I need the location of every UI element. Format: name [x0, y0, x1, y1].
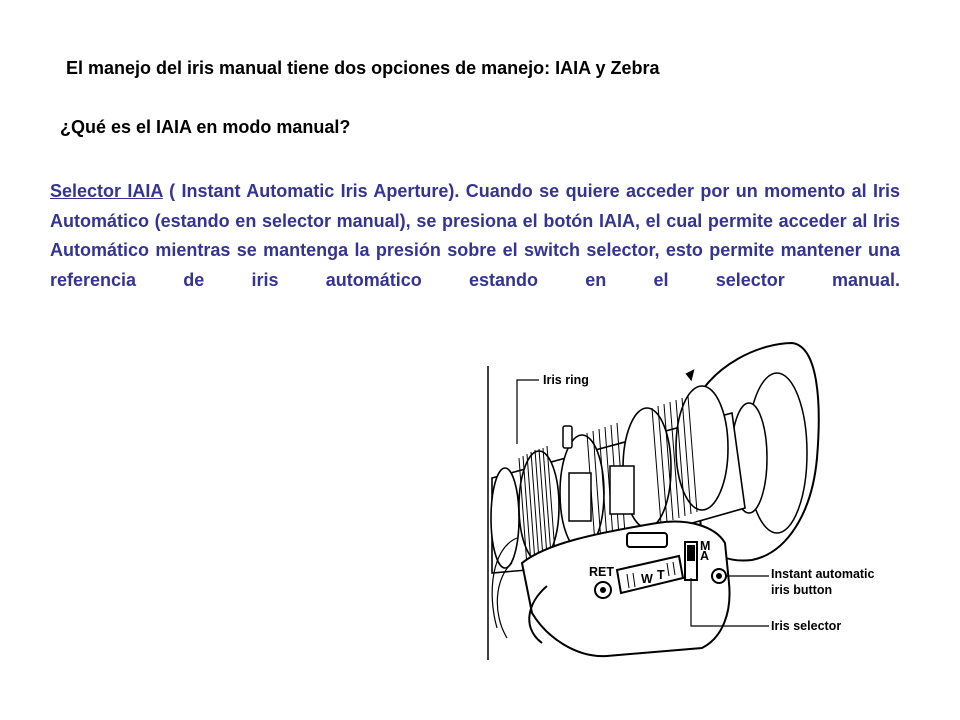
- section-question: ¿Qué es el IAIA en modo manual?: [60, 117, 351, 137]
- selector-iaia-term: Selector IAIA: [50, 181, 163, 201]
- ret-label: RET: [589, 565, 614, 579]
- description-paragraph: [50, 177, 900, 295]
- iaia-button-label-2: iris button: [771, 583, 833, 597]
- iaia-button-label: Instant automatic: [771, 567, 875, 581]
- zoom-w-label: W: [641, 572, 653, 586]
- selector-a-label: A: [700, 549, 710, 563]
- zoom-t-label: T: [657, 568, 665, 582]
- camera-lens-diagram: [487, 338, 907, 663]
- description-body: ( Instant Automatic Iris Aperture). Cuando se quiere acceder por un momento al Iris Automático (estando en selector manual), se presiona el botón IAIA, el cual permite acceder al Iris Automático mientras se mantenga la presión sobre el switch selector, esto permite mantener una referencia de iris automático estando en el selector manual.: [50, 181, 900, 290]
- selector-m-label: M: [700, 539, 711, 553]
- iaia-button: [712, 569, 726, 583]
- iris-ring-label: Iris ring: [543, 373, 589, 387]
- page-title: El manejo del iris manual tiene dos opciones de manejo: IAIA y Zebra: [66, 58, 660, 78]
- iris-selector-label: Iris selector: [771, 619, 842, 633]
